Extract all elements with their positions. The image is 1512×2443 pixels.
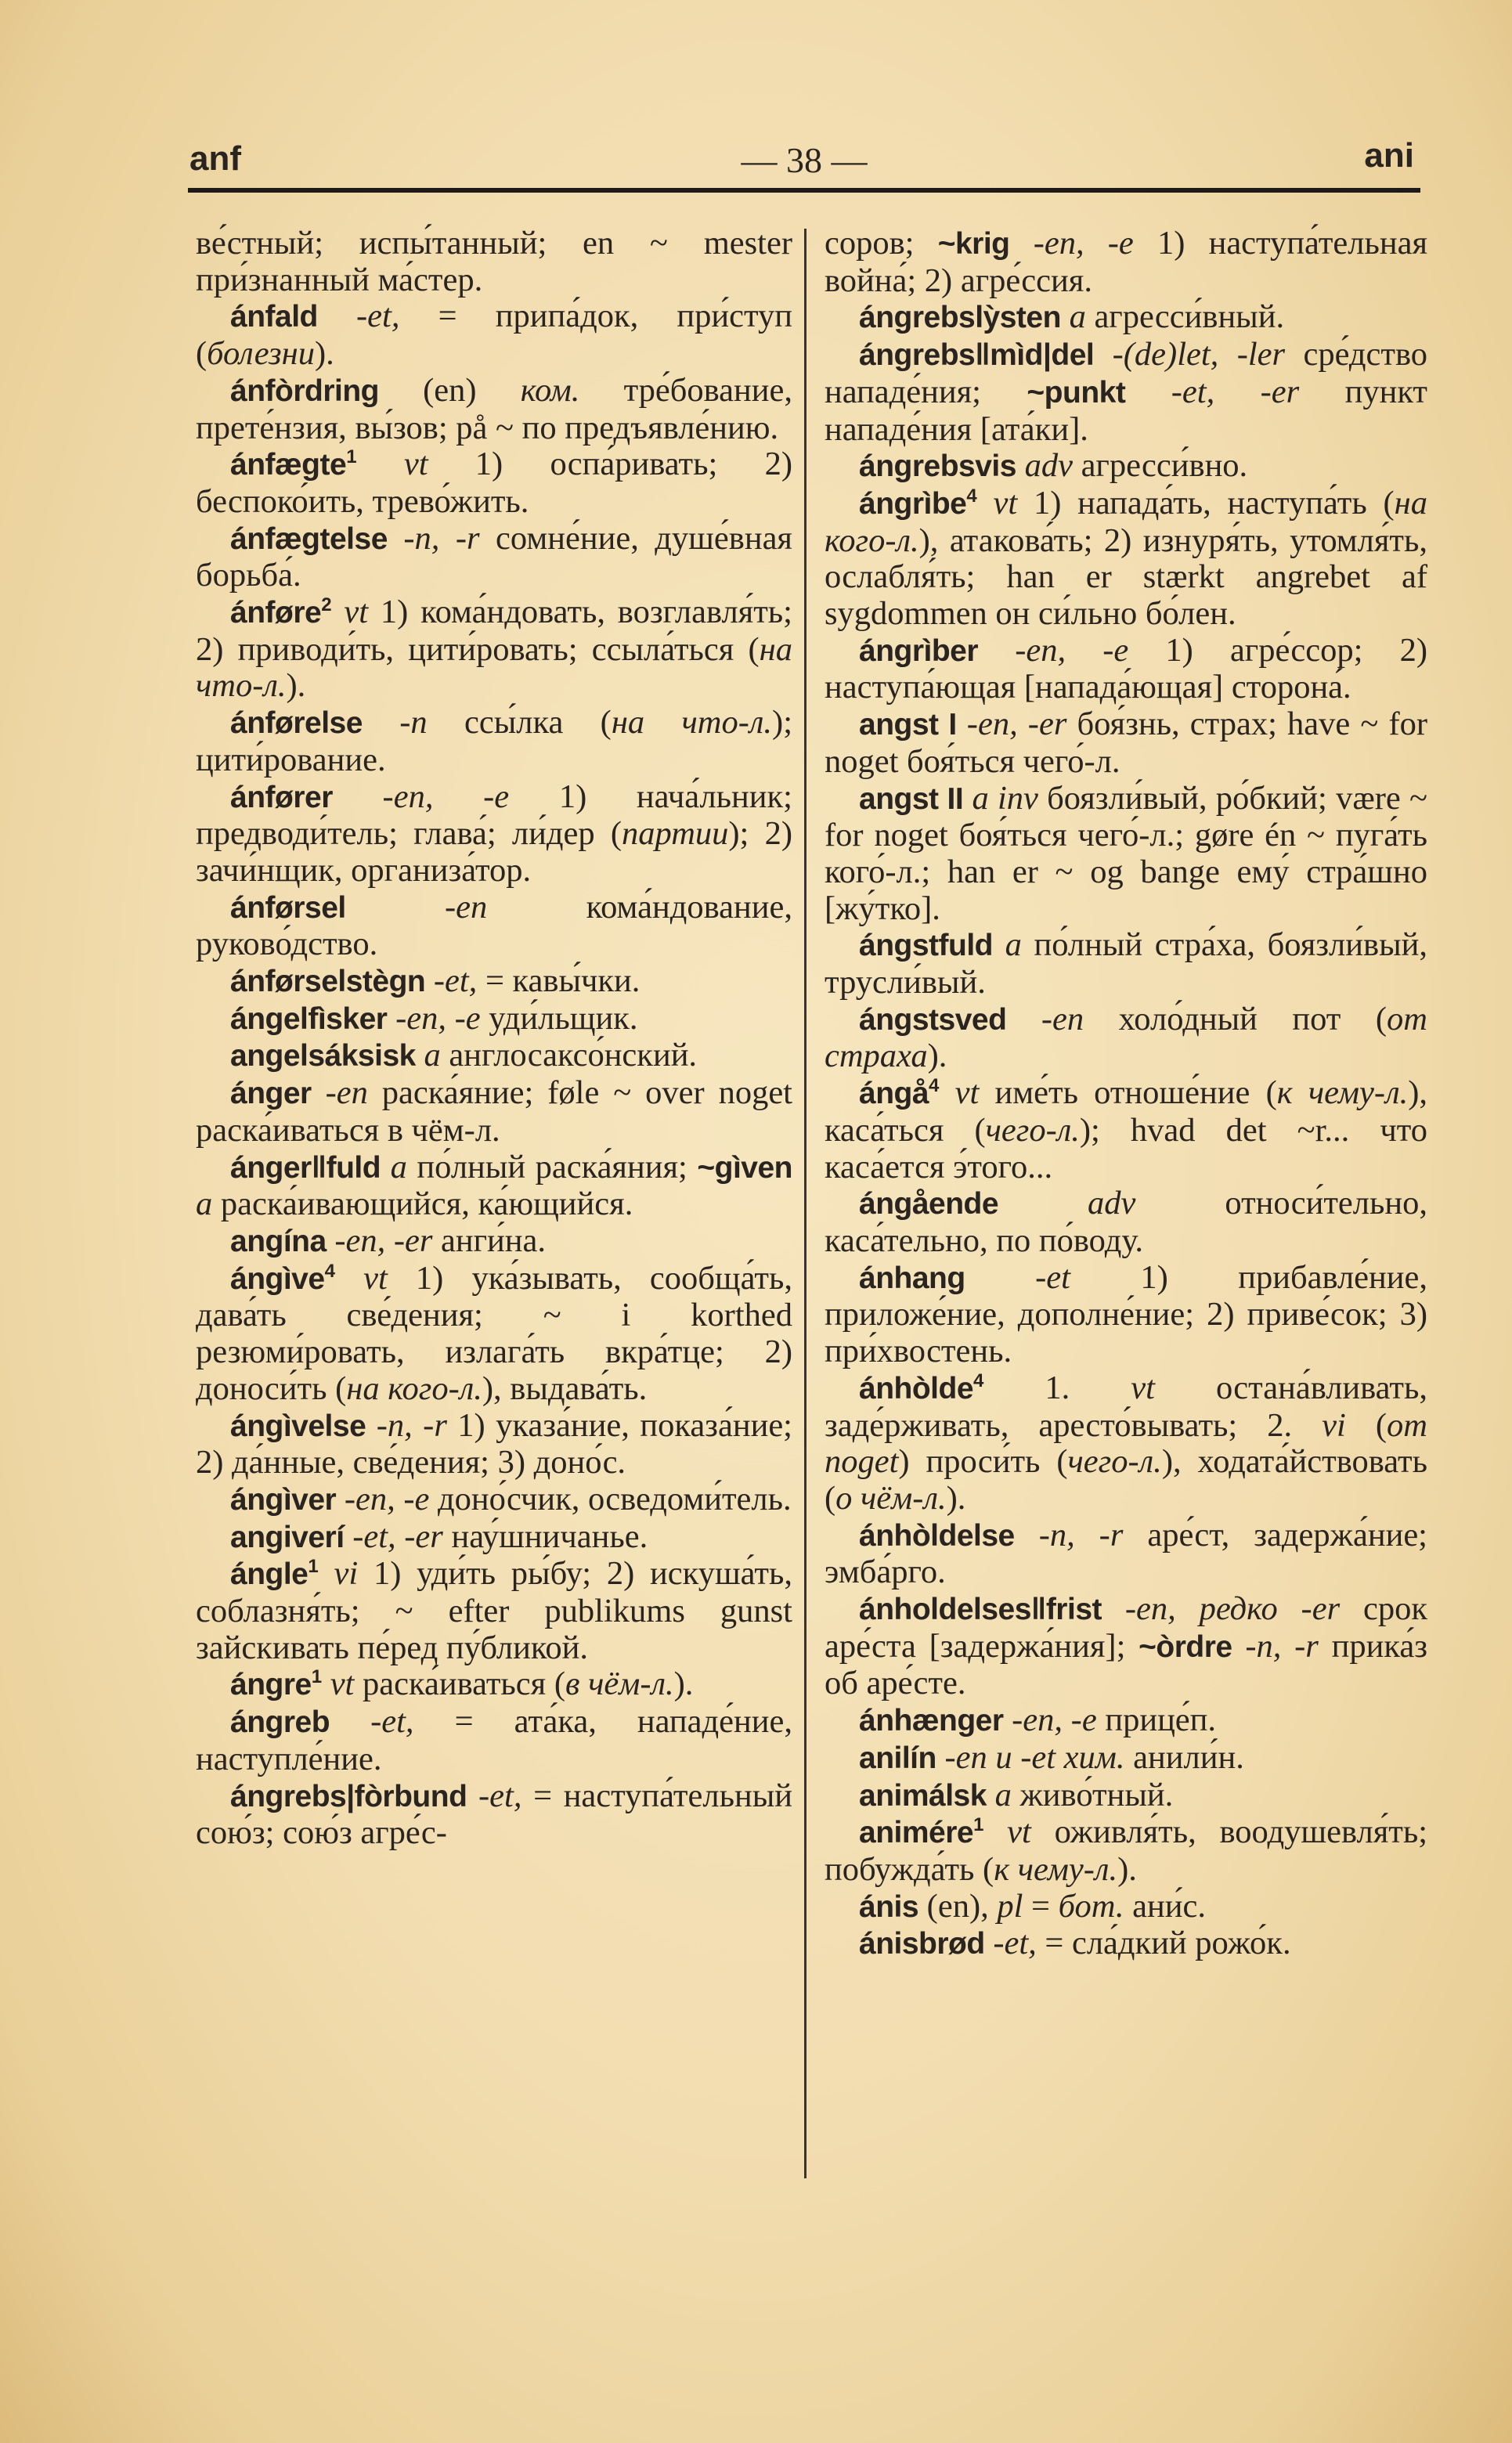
definition-text: ) проси́ть ( xyxy=(898,1443,1068,1481)
definition-text: срок аре́ста [задержа́ния]; xyxy=(825,1590,1428,1665)
headword: ángående xyxy=(859,1187,999,1222)
headword: ánførsel xyxy=(230,890,346,925)
dictionary-entry xyxy=(196,594,792,705)
grammar-note: партии xyxy=(622,815,729,853)
definition-text: соров; xyxy=(825,225,938,262)
definition-text: 1. xyxy=(983,1369,1131,1406)
definition-text: 1) агре́ссор; 2) наступа́ющая [напада́ющая] сторона́. xyxy=(825,631,1427,706)
definition-text: = наступа́тельный сою́з; сою́з агре́с- xyxy=(196,1777,793,1852)
dictionary-entry xyxy=(196,1704,792,1777)
definition-text: сре́дство нападе́ния; xyxy=(825,336,1427,410)
continued-entry xyxy=(825,226,1427,299)
headword: ángå xyxy=(859,1077,929,1111)
grammar-note: о чём-л. xyxy=(835,1479,947,1517)
grammar-note: vt xyxy=(983,1813,1031,1851)
dictionary-entry xyxy=(825,1889,1427,1926)
grammar-note: a xyxy=(992,926,1022,964)
headword: ánis xyxy=(859,1889,919,1924)
headword: ánhòldelse xyxy=(859,1518,1015,1553)
grammar-note: -en, -e xyxy=(978,631,1129,669)
definition-text: оживля́ть, воодушевля́ть; побужда́ть ( xyxy=(825,1813,1428,1888)
definition-text: холо́дный пот ( xyxy=(1084,1000,1388,1037)
definition-text: ). xyxy=(314,335,334,373)
headword: ánhòlde xyxy=(859,1371,974,1406)
headword: animálsk xyxy=(859,1778,987,1813)
headword: ánfòrdring xyxy=(230,373,379,408)
grammar-note: -n, -r xyxy=(366,1406,447,1444)
headword: ánhang xyxy=(859,1261,965,1295)
dictionary-entry xyxy=(825,927,1427,1001)
grammar-note: vt xyxy=(322,1665,355,1703)
dictionary-entry xyxy=(825,1702,1427,1740)
grammar-note: -et xyxy=(965,1258,1070,1296)
header-rule xyxy=(188,188,1420,193)
grammar-note: -n, -r xyxy=(1014,1516,1124,1553)
headword: ánholdelses‖frist xyxy=(859,1593,1102,1627)
definition-text: раска́иваться ( xyxy=(354,1665,565,1703)
headword: ángre xyxy=(230,1668,312,1702)
headword: ánfører xyxy=(230,780,333,814)
definition-text: нау́шничанье. xyxy=(442,1517,648,1555)
dictionary-entry xyxy=(825,633,1427,706)
dictionary-entry xyxy=(825,485,1427,633)
continued-entry xyxy=(196,226,792,298)
grammar-note: pl xyxy=(997,1887,1023,1925)
superscript-number: 1 xyxy=(346,446,357,468)
definition-text: ); hvad det ~r... что каса́ется э́того... xyxy=(825,1111,1427,1185)
grammar-note: a xyxy=(381,1148,407,1185)
dictionary-entry xyxy=(825,337,1427,448)
definition-text: ( xyxy=(1345,1406,1388,1444)
headword: ángstsved xyxy=(859,1002,1007,1037)
definition-text: (en) xyxy=(378,371,521,409)
dictionary-entry xyxy=(196,1778,792,1852)
headword: ánisbrød xyxy=(859,1927,985,1961)
dictionary-entry xyxy=(196,963,792,1001)
grammar-note: vt xyxy=(356,446,428,483)
grammar-note: чего-л. xyxy=(1067,1443,1162,1481)
grammar-note: чего-л. xyxy=(985,1111,1080,1149)
headword: angelsáksisk xyxy=(230,1039,416,1074)
headword: ánfægte xyxy=(230,448,347,482)
definition-text: 1) указа́ние, показа́ние; 2) да́нные, све́дения; 3) доно́с. xyxy=(196,1406,792,1481)
definition-text: 1) нача́льник; предводи́тель; глава́; ли́дер ( xyxy=(196,778,792,853)
superscript-number: 4 xyxy=(324,1260,335,1282)
grammar-note: на что-л. xyxy=(611,704,773,742)
superscript-number: 1 xyxy=(311,1666,323,1688)
dictionary-entry xyxy=(825,781,1427,928)
grammar-note: -en, -e xyxy=(1009,225,1134,262)
definition-text: 1) оспа́ривать; 2) беспоко́ить, трево́жить. xyxy=(196,446,792,520)
grammar-note: -en, -er xyxy=(326,1222,433,1259)
headword: ángrebs|fòrbund xyxy=(230,1779,467,1813)
headword: ángle xyxy=(230,1557,309,1592)
definition-text: остана́вливать, заде́рживать, аресто́вывать; 2. xyxy=(825,1369,1428,1444)
definition-text: доно́счик, осведоми́тель. xyxy=(429,1480,792,1517)
grammar-note: -en и -et хим. xyxy=(936,1738,1125,1776)
grammar-note: в чём-л. xyxy=(565,1665,674,1703)
grammar-note: om noget xyxy=(825,1406,1427,1481)
grammar-note: -n xyxy=(362,704,428,742)
dictionary-entry xyxy=(196,1037,792,1075)
dictionary-entry xyxy=(825,1814,1427,1888)
definition-text: раска́ивающийся, ка́ющийся. xyxy=(212,1185,633,1223)
definition-text: прице́п. xyxy=(1096,1701,1217,1739)
grammar-note: -et, xyxy=(467,1777,522,1814)
definition-text: боя́знь, страх; have ~ for noget боя́ться чего́-л. xyxy=(825,705,1428,780)
headword: ángrìber xyxy=(859,633,979,668)
headword: anilín xyxy=(859,1741,936,1775)
definition-text: ). xyxy=(927,1037,947,1075)
page-number: — 38 — xyxy=(741,140,868,180)
superscript-number: 4 xyxy=(929,1075,940,1097)
definition-text: относи́тельно, каса́тельно, по по́воду. xyxy=(825,1185,1427,1259)
grammar-note: -n, -r xyxy=(387,519,480,557)
definition-text: анили́н. xyxy=(1124,1738,1244,1776)
dictionary-entry xyxy=(825,1740,1427,1777)
headword: ánger‖fuld xyxy=(230,1150,381,1185)
dictionary-entry xyxy=(196,1408,792,1481)
definition-text: = xyxy=(1023,1887,1059,1925)
definition-text: пункт нападе́ния [ата́ки]. xyxy=(825,373,1427,448)
definition-text: 1) кома́ндовать, возглавля́ть; 2) приводи́ть, цити́ровать; ссыла́ться ( xyxy=(196,594,792,668)
page-header xyxy=(189,136,1419,186)
headword: ángrebslỳsten xyxy=(859,301,1061,335)
left-column xyxy=(196,226,792,1852)
definition-text: 1) прибавле́ние, приложе́ние, дополне́ние; 2) приве́сок; 3) при́хвостень. xyxy=(825,1258,1427,1370)
definition-text: агресси́вный. xyxy=(1085,298,1285,336)
definition-text: ); цити́рование. xyxy=(196,704,793,778)
grammar-note: vi xyxy=(1322,1406,1346,1444)
dictionary-entry xyxy=(196,1261,792,1408)
headword: ánførselstègn xyxy=(230,965,426,999)
headword: ~òrdre xyxy=(1139,1629,1232,1664)
definition-text: ани́с. xyxy=(1124,1887,1206,1925)
definition-text: ). xyxy=(673,1665,694,1703)
dictionary-entry xyxy=(825,1370,1427,1517)
dictionary-entry xyxy=(825,1260,1427,1370)
dictionary-entry xyxy=(196,1481,792,1519)
grammar-note: -en xyxy=(311,1074,368,1112)
definition-text: 1) наступа́тельная война́; 2) агре́ссия. xyxy=(825,225,1427,299)
grammar-note: -(de)let, -ler xyxy=(1094,336,1286,373)
grammar-note: -en, -e xyxy=(387,999,481,1037)
definition-text: ), атакова́ть; 2) изнуря́ть, утомля́ть, ослабля́ть; han er stærkt angrebet af sygdommen он си́льно бо́лен. xyxy=(825,521,1427,633)
headword: ángìver xyxy=(230,1482,337,1517)
grammar-note: на что-л. xyxy=(196,630,792,705)
grammar-note: -et, xyxy=(984,1925,1037,1962)
grammar-note: к чему-л. xyxy=(1276,1074,1409,1112)
dictionary-entry xyxy=(196,1001,792,1038)
dictionary-entry xyxy=(196,705,792,778)
headword: ánførelse xyxy=(230,706,363,741)
headword: ángrebsvis xyxy=(859,449,1016,484)
grammar-note: a xyxy=(196,1185,213,1223)
dictionary-entry xyxy=(196,1223,792,1261)
superscript-number: 2 xyxy=(321,594,332,615)
headword: ~krig xyxy=(937,227,1010,261)
definition-text: живо́тный. xyxy=(1011,1776,1174,1813)
headword: ánger xyxy=(230,1077,312,1111)
dictionary-entry xyxy=(196,1075,792,1149)
headword: ~punkt xyxy=(1027,375,1126,410)
dictionary-entry xyxy=(196,521,792,594)
definition-text: анги́на. xyxy=(432,1222,547,1259)
grammar-note: -n, -r xyxy=(1232,1627,1319,1665)
grammar-note: -en, -e xyxy=(1003,1701,1097,1739)
definition-text: ве́стный; испы́танный; en ~ mester при́знанный ма́стер. xyxy=(196,225,792,298)
definition-text: аре́ст, задержа́ние; эмба́рго. xyxy=(825,1516,1427,1591)
grammar-note: бот. xyxy=(1058,1887,1124,1925)
grammar-note: -et, -er xyxy=(1125,373,1300,410)
grammar-note: adv xyxy=(998,1185,1136,1222)
right-guide-word: ani xyxy=(1364,136,1414,175)
definition-text: ); 2) зачи́нщик, организа́тор. xyxy=(196,815,792,889)
grammar-note: -en, -e xyxy=(336,1480,430,1517)
definition-text: ссы́лка ( xyxy=(427,704,612,742)
headword: ángìve xyxy=(230,1261,325,1296)
superscript-number: 1 xyxy=(308,1556,319,1578)
definition-text: боязли́вый, ро́бкий; være ~ for noget боя́ться чего́-л.; gøre én ~ пуга́ть кого́-л.; han er ~ og bange ему́ стра́шно [жу́тко]. xyxy=(825,779,1427,927)
dictionary-entry xyxy=(825,1185,1427,1259)
definition-text: тре́бование, прете́нзия, вы́зов; på ~ по предъявле́нию. xyxy=(196,371,792,446)
dictionary-entry xyxy=(825,1591,1427,1702)
grammar-note: -et, xyxy=(425,962,478,1000)
dictionary-entry xyxy=(825,1925,1427,1963)
grammar-note: на кого-л. xyxy=(825,484,1427,559)
definition-text: англосаксо́нский. xyxy=(440,1037,698,1074)
definition-text: ). xyxy=(946,1479,966,1517)
superscript-number: 4 xyxy=(966,485,977,507)
headword: ángreb xyxy=(230,1705,330,1740)
grammar-note: a xyxy=(415,1037,441,1074)
dictionary-entry xyxy=(825,1001,1427,1075)
dictionary-entry xyxy=(196,1556,792,1666)
definition-text: име́ть отноше́ние ( xyxy=(979,1074,1277,1112)
definition-text: ), ходата́йствовать ( xyxy=(825,1443,1427,1517)
headword: ángrìbe xyxy=(859,486,967,521)
grammar-note: к чему-л. xyxy=(994,1850,1118,1888)
grammar-note: adv xyxy=(1016,447,1073,485)
grammar-note: от страха xyxy=(825,1000,1427,1075)
headword: animére xyxy=(859,1816,974,1850)
dictionary-entry xyxy=(825,1517,1427,1591)
definition-text: 1) уди́ть ры́бу; 2) искуша́ть, соблазня́ть; ~ efter publikums gunst зайскивать пе́ред пу́бликой. xyxy=(196,1555,793,1666)
headword: angst II xyxy=(859,781,964,816)
definition-text: кома́ндование, руково́дство. xyxy=(196,888,792,963)
headword: ánhænger xyxy=(859,1704,1004,1738)
headword: ángìvelse xyxy=(230,1409,366,1443)
definition-text: 1) ука́зывать, сообща́ть, дава́ть све́дения; ~ i korthed резюми́ровать, излага́ть вкра́тце; 2) доноси́ть ( xyxy=(196,1259,792,1407)
grammar-note: vt xyxy=(939,1074,980,1112)
dictionary-entry xyxy=(196,1149,792,1223)
dictionary-entry xyxy=(196,446,792,520)
definition-text: раска́яние; føle ~ over noget раска́иваться в чём-л. xyxy=(196,1074,792,1149)
grammar-note: -en, -er xyxy=(956,705,1067,743)
column-divider xyxy=(804,229,807,2178)
grammar-note: болезни xyxy=(207,335,315,373)
grammar-note: -et, xyxy=(330,1703,414,1741)
grammar-note: на кого-л. xyxy=(346,1369,482,1407)
headword: angiverí xyxy=(230,1520,345,1554)
dictionary-entry xyxy=(196,373,792,446)
headword: ángelfìsker xyxy=(230,1001,388,1036)
grammar-note: -en, -e xyxy=(332,778,510,815)
dictionary-entry xyxy=(196,890,792,963)
headword: ángstfuld xyxy=(859,929,993,963)
dictionary-entry xyxy=(196,1666,792,1704)
grammar-note: -en, редко -er xyxy=(1102,1590,1341,1628)
left-guide-word: anf xyxy=(189,139,241,178)
dictionary-entry xyxy=(196,1519,792,1557)
dictionary-entry xyxy=(825,299,1427,337)
definition-text: = кавы́чки. xyxy=(477,962,641,1000)
definition-text: ). xyxy=(1117,1850,1137,1888)
grammar-note: vt xyxy=(334,1259,388,1297)
dictionary-entry xyxy=(196,779,792,890)
grammar-note: -et, -er xyxy=(344,1517,443,1555)
headword: ~gìven xyxy=(697,1150,792,1185)
superscript-number: 1 xyxy=(973,1814,984,1836)
definition-text: сомне́ние, душе́вная борьба́. xyxy=(196,519,792,594)
definition-text: (en), xyxy=(918,1887,998,1925)
grammar-note: a xyxy=(1060,298,1086,336)
headword: ánfægtelse xyxy=(230,521,388,556)
grammar-note: ком. xyxy=(520,371,580,409)
definition-text: по́лный стра́ха, боязли́вый, трусли́вый. xyxy=(825,926,1427,1001)
headword: ángrebs‖mìd|del xyxy=(859,338,1095,373)
grammar-note: vt xyxy=(331,594,369,631)
grammar-note: -et, xyxy=(317,298,438,335)
grammar-note: -en xyxy=(345,888,488,926)
right-column xyxy=(825,226,1427,1963)
definition-text: агресси́вно. xyxy=(1072,447,1248,485)
definition-text: прика́з об аре́сте. xyxy=(825,1627,1427,1702)
definition-text: 1) напада́ть, наступа́ть ( xyxy=(1017,484,1395,521)
dictionary-entry xyxy=(825,1075,1427,1185)
headword: angína xyxy=(230,1224,327,1258)
definition-text: = ата́ка, нападе́ние, наступле́ние. xyxy=(196,1703,792,1777)
grammar-note: vt xyxy=(976,484,1018,521)
grammar-note: -en xyxy=(1006,1000,1084,1037)
superscript-number: 4 xyxy=(973,1369,984,1391)
grammar-note: a inv xyxy=(963,779,1038,817)
definition-text: = сла́дкий рожо́к. xyxy=(1036,1925,1291,1962)
headword: ánfald xyxy=(230,300,318,334)
headword: angst I xyxy=(859,708,957,742)
definition-text: ). xyxy=(286,667,306,705)
grammar-note: vt xyxy=(1131,1369,1155,1406)
grammar-note: vi xyxy=(318,1555,359,1593)
dictionary-entry xyxy=(825,1777,1427,1815)
dictionary-entry xyxy=(825,448,1427,485)
definition-text: ), выдава́ть. xyxy=(482,1369,648,1407)
definition-text: по́лный раска́яния; xyxy=(406,1148,698,1185)
headword: ánføre xyxy=(230,596,322,630)
dictionary-entry xyxy=(825,706,1427,780)
dictionary-entry xyxy=(196,298,792,372)
definition-text: ), каса́ться ( xyxy=(825,1074,1428,1149)
grammar-note: a xyxy=(986,1776,1012,1813)
definition-text: = припа́док, при́ступ ( xyxy=(196,298,792,373)
definition-text: уди́льщик. xyxy=(480,999,638,1037)
